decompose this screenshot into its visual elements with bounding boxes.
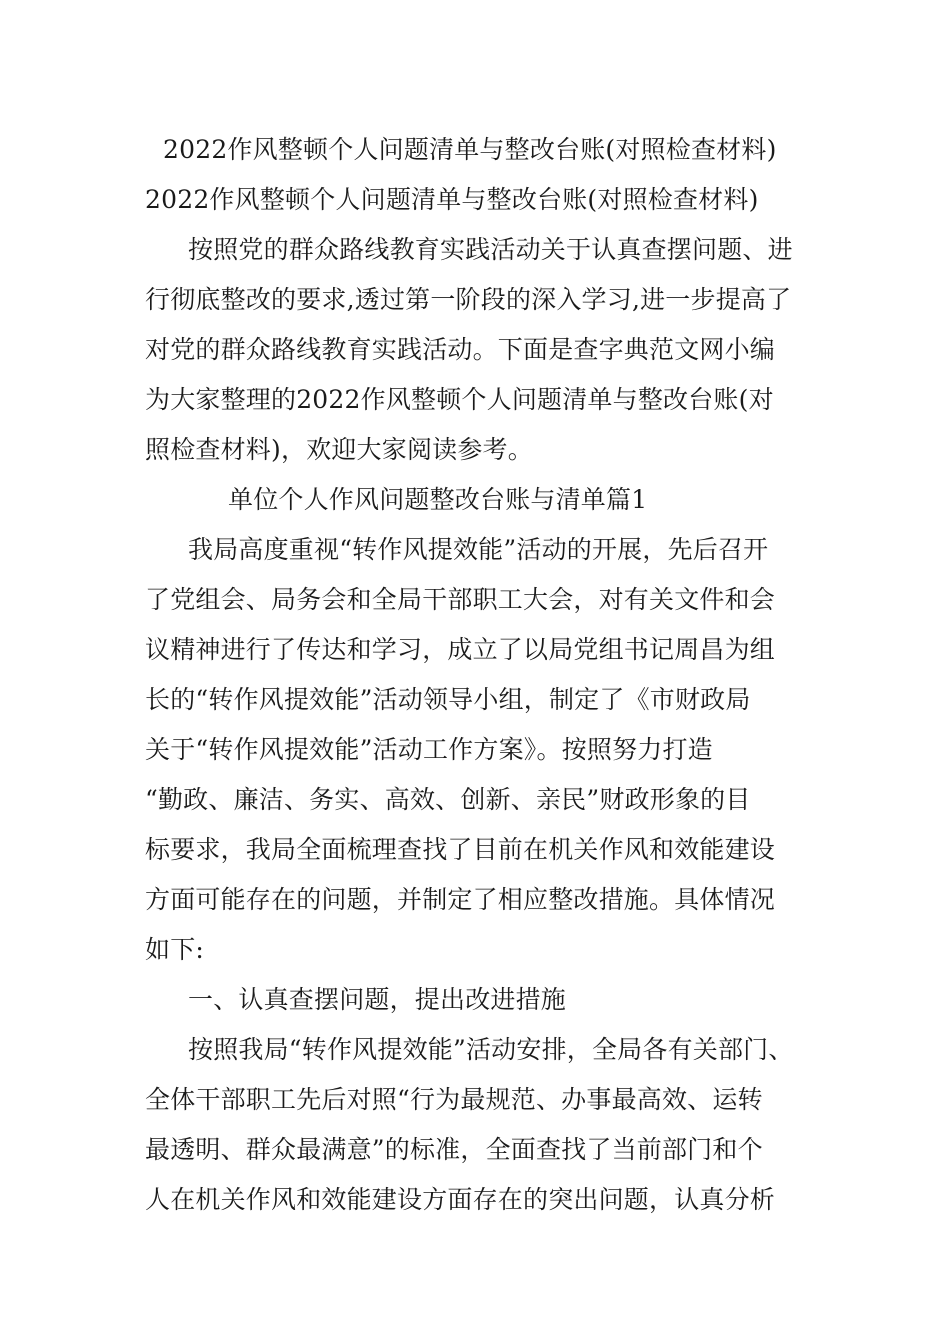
body-line: 方面可能存在的问题，并制定了相应整改措施。具体情况	[145, 885, 776, 914]
intro-line: 为大家整理的2022作风整顿个人问题清单与整改台账(对	[145, 385, 774, 414]
intro-line: 照检查材料)，欢迎大家阅读参考。	[145, 435, 533, 464]
subheading: 一、认真查摆问题，提出改进措施	[188, 985, 567, 1014]
document-title: 2022作风整顿个人问题清单与整改台账(对照检查材料)	[163, 135, 777, 164]
body-line: 了党组会、局务会和全局干部职工大会，对有关文件和会	[145, 585, 776, 614]
intro-line: 按照党的群众路线教育实践活动关于认真查摆问题、进	[188, 235, 793, 264]
document-subtitle: 2022作风整顿个人问题清单与整改台账(对照检查材料)	[145, 185, 759, 214]
body-line: 最透明、群众最满意”的标准，全面查找了当前部门和个	[145, 1135, 763, 1164]
intro-line: 行彻底整改的要求,透过第一阶段的深入学习,进一步提高了	[145, 285, 792, 314]
body-line: 我局高度重视“转作风提效能”活动的开展，先后召开	[188, 535, 769, 564]
body-line: 关于“转作风提效能”活动工作方案》。按照努力打造	[145, 735, 713, 764]
body-line: 如下:	[145, 935, 205, 964]
body-line: 人在机关作风和效能建设方面存在的突出问题，认真分析	[145, 1185, 776, 1214]
body-line: 长的“转作风提效能”活动领导小组，制定了《市财政局	[145, 685, 751, 714]
body-line: 按照我局“转作风提效能”活动安排，全局各有关部门、	[188, 1035, 794, 1064]
body-line: “勤政、廉洁、务实、高效、创新、亲民”财政形象的目	[145, 785, 751, 814]
body-line: 全体干部职工先后对照“行为最规范、办事最高效、运转	[145, 1085, 763, 1114]
section-heading: 单位个人作风问题整改台账与清单篇1	[228, 485, 648, 514]
body-line: 标要求，我局全面梳理查找了目前在机关作风和效能建设	[145, 835, 776, 864]
body-line: 议精神进行了传达和学习，成立了以局党组书记周昌为组	[145, 635, 776, 664]
intro-line: 对党的群众路线教育实践活动。下面是查字典范文网小编	[145, 335, 776, 364]
